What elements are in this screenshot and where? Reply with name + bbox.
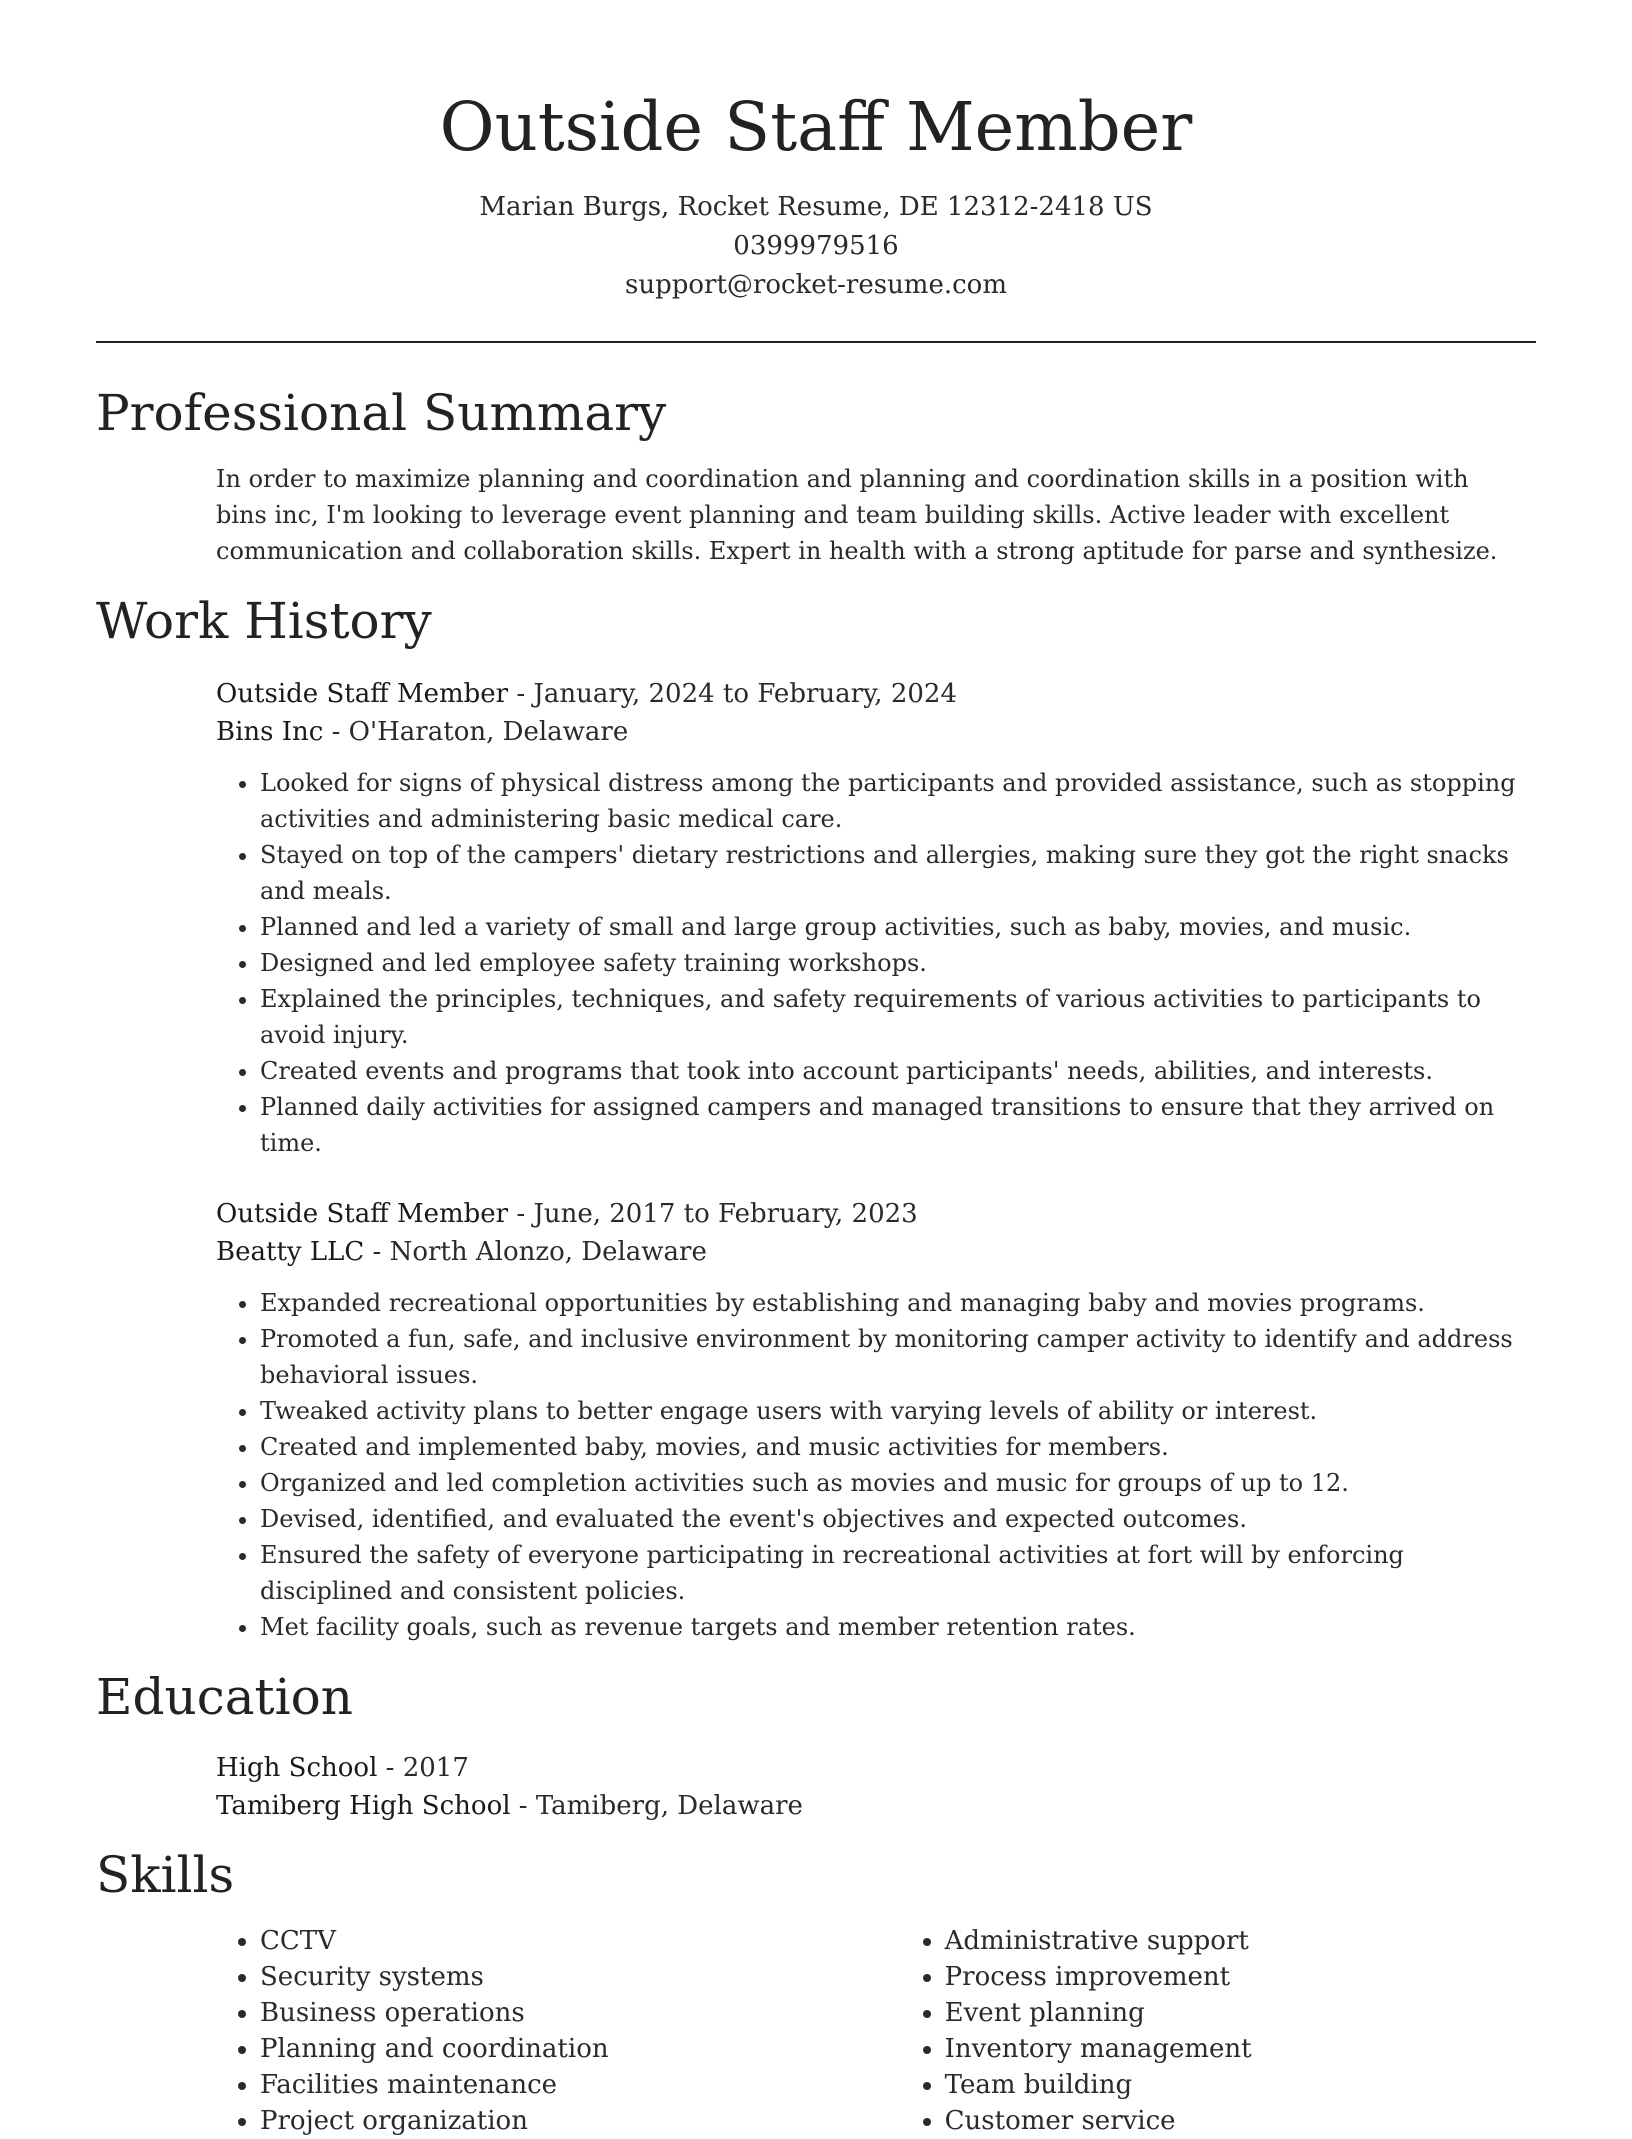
section-title-skills: Skills	[96, 1846, 235, 1904]
job-role: Outside Staff Member	[216, 1199, 509, 1229]
resume-name: Outside Staff Member	[439, 88, 1193, 166]
education-school-line	[216, 1787, 1536, 1825]
job-dates: - June, 2017 to February, 2023	[508, 1199, 918, 1229]
skill-item: • CCTV	[260, 1923, 901, 1959]
job-entry	[216, 1195, 1536, 1645]
list-item: • Expanded recreational opportunities by establishing and managing baby and movies programs.	[260, 1285, 1536, 1321]
skill-item: • Inventory management	[945, 2031, 1536, 2067]
skill-item: • Security systems	[260, 1959, 901, 1995]
education-location: - Tamiberg, Delaware	[510, 1791, 803, 1821]
education-degree: High School	[216, 1753, 378, 1783]
job-company-line	[216, 713, 1536, 751]
contact-info	[96, 188, 1536, 305]
job-heading	[216, 1195, 1536, 1233]
contact-address: Marian Burgs, Rocket Resume, DE 12312-2418 US	[479, 192, 1153, 222]
job-role: Outside Staff Member	[216, 679, 509, 709]
resume-page	[96, 0, 1536, 2139]
list-item: • Stayed on top of the campers' dietary restrictions and allergies, making sure they got the right snacks and meals.	[260, 837, 1536, 909]
skill-item: • Business operations	[260, 1995, 901, 2031]
skills-list-left	[216, 1923, 901, 2139]
skill-item: • Project organization	[260, 2103, 901, 2139]
skill-item: • Customer service	[945, 2103, 1536, 2139]
contact-phone: 0399979516	[733, 231, 899, 261]
list-item: • Designed and led employee safety training workshops.	[260, 945, 1536, 981]
skills-list-right	[901, 1923, 1536, 2139]
job-entry	[216, 675, 1536, 1161]
skill-item: • Team building	[945, 2067, 1536, 2103]
education-school: Tamiberg High School	[216, 1791, 511, 1821]
job-company: Beatty LLC	[216, 1237, 365, 1267]
list-item: • Created events and programs that took into account participants' needs, abilities, and interests.	[260, 1053, 1536, 1089]
job-location: - North Alonzo, Delaware	[364, 1237, 707, 1267]
list-item: • Tweaked activity plans to better engage users with varying levels of ability or interest.	[260, 1393, 1536, 1429]
list-item: • Looked for signs of physical distress among the participants and provided assistance, such as stopping activities and administering basic medical care.	[260, 765, 1536, 837]
job-bullets	[216, 765, 1536, 1161]
job-bullets	[216, 1285, 1536, 1645]
list-item: • Explained the principles, techniques, and safety requirements of various activities to participants to avoid injury.	[260, 981, 1536, 1053]
education-entry	[216, 1749, 1536, 1825]
header-divider	[96, 341, 1536, 343]
list-item: • Planned daily activities for assigned campers and managed transitions to ensure that they arrived on time.	[260, 1089, 1536, 1161]
job-heading	[216, 675, 1536, 713]
contact-email: support@rocket-resume.com	[624, 270, 1007, 300]
job-company-line	[216, 1233, 1536, 1271]
summary-text: In order to maximize planning and coordination and planning and coordination skills in a position with bins inc, I'm looking to leverage event planning and team building skills. Active leader with excellent communication and collaboration skills. Expert in health with a strong aptitude for parse and synthesize.	[216, 465, 1498, 565]
skill-item: • Facilities maintenance	[260, 2067, 901, 2103]
job-location: - O'Haraton, Delaware	[323, 717, 629, 747]
list-item: • Created and implemented baby, movies, and music activities for members.	[260, 1429, 1536, 1465]
list-item: • Ensured the safety of everyone participating in recreational activities at fort will by enforcing disciplined and consistent policies.	[260, 1537, 1536, 1609]
list-item: • Organized and led completion activities such as movies and music for groups of up to 12.	[260, 1465, 1536, 1501]
skill-item: • Process improvement	[945, 1959, 1536, 1995]
education-degree-line	[216, 1749, 1536, 1787]
skill-item: • Event planning	[945, 1995, 1536, 2031]
job-dates: - January, 2024 to February, 2024	[508, 679, 957, 709]
skills-columns	[216, 1923, 1536, 2139]
list-item: • Devised, identified, and evaluated the event's objectives and expected outcomes.	[260, 1501, 1536, 1537]
list-item: • Promoted a fun, safe, and inclusive environment by monitoring camper activity to identify and address behavioral issues.	[260, 1321, 1536, 1393]
section-title-education: Education	[96, 1668, 353, 1726]
skill-item: • Planning and coordination	[260, 2031, 901, 2067]
section-title-summary: Professional Summary	[96, 384, 667, 442]
job-company: Bins Inc	[216, 717, 324, 747]
list-item: • Planned and led a variety of small and large group activities, such as baby, movies, and music.	[260, 909, 1536, 945]
skill-item: • Administrative support	[945, 1923, 1536, 1959]
section-title-work-history: Work History	[96, 592, 432, 650]
list-item: • Met facility goals, such as revenue targets and member retention rates.	[260, 1609, 1536, 1645]
education-year: - 2017	[377, 1753, 469, 1783]
